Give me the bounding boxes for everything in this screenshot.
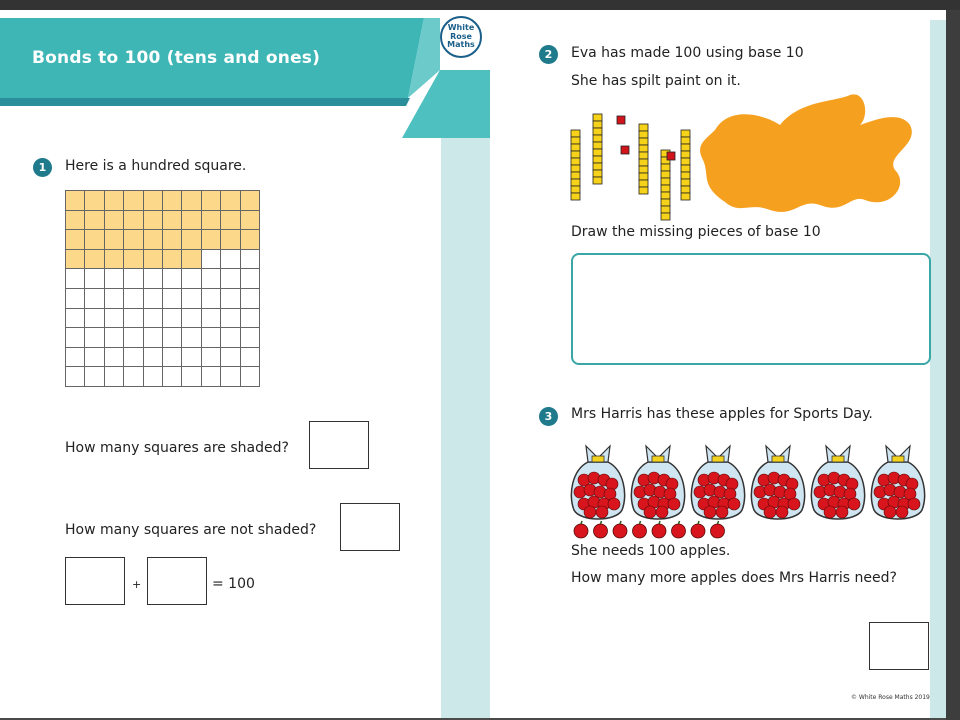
question-2-number: 2 [539, 45, 558, 64]
unit-cube [617, 116, 625, 124]
grid-cell [220, 327, 240, 348]
rod-unit [661, 213, 670, 220]
apple-bag [871, 446, 924, 519]
grid-cell [143, 249, 163, 270]
rod-unit [681, 158, 690, 165]
equation-box-2[interactable] [147, 557, 207, 605]
apple-bag [571, 446, 624, 519]
grid-cell [65, 229, 85, 250]
grid-cell [123, 249, 143, 270]
grid-cell [240, 347, 260, 368]
grid-cell [201, 347, 221, 368]
apple-icon [672, 524, 686, 538]
grid-cell [65, 347, 85, 368]
rod-unit [681, 144, 690, 151]
rod-unit [593, 163, 602, 170]
equation-box-1[interactable] [65, 557, 125, 605]
grid-cell [84, 327, 104, 348]
grid-cell [220, 190, 240, 211]
rod-unit [639, 180, 648, 187]
grid-cell [162, 190, 182, 211]
grid-cell [84, 308, 104, 329]
rod-unit [593, 121, 602, 128]
grid-cell [201, 229, 221, 250]
grid-cell [162, 327, 182, 348]
grid-cell [240, 249, 260, 270]
rod-unit [571, 165, 580, 172]
rod-unit [571, 158, 580, 165]
grid-cell [84, 249, 104, 270]
q2-line1: Eva has made 100 using base 10 [571, 45, 804, 61]
grid-cell [104, 249, 124, 270]
q2-instruction: Draw the missing pieces of base 10 [571, 224, 821, 240]
grid-cell [201, 249, 221, 270]
grid-cell [181, 210, 201, 231]
grid-cell [162, 249, 182, 270]
rod-unit [661, 206, 670, 213]
grid-cell [84, 190, 104, 211]
grid-cell [104, 308, 124, 329]
grid-cell [181, 288, 201, 309]
grid-cell [104, 190, 124, 211]
q3-line3: How many more apples does Mrs Harris need? [571, 570, 897, 586]
grid-cell [240, 366, 260, 387]
rod-unit [571, 179, 580, 186]
grid-cell [162, 210, 182, 231]
grid-cell [240, 308, 260, 329]
copyright: © White Rose Maths 2019 [851, 694, 930, 701]
grid-cell [123, 229, 143, 250]
apples-answer-box[interactable] [869, 622, 929, 670]
q3-line2: She needs 100 apples. [571, 543, 731, 559]
grid-cell [143, 327, 163, 348]
grid-cell [143, 229, 163, 250]
top-bar [0, 0, 960, 10]
q1-prompt: Here is a hundred square. [65, 158, 247, 174]
rod-unit [593, 142, 602, 149]
unit-cube [621, 146, 629, 154]
grid-cell [104, 347, 124, 368]
grid-cell [143, 366, 163, 387]
grid-cell [84, 347, 104, 368]
grid-cell [201, 210, 221, 231]
grid-cell [220, 366, 240, 387]
worksheet-page [0, 10, 946, 718]
grid-cell [220, 210, 240, 231]
grid-cell [123, 308, 143, 329]
rod-unit [639, 131, 648, 138]
apple-bags [568, 440, 928, 522]
grid-cell [181, 366, 201, 387]
grid-cell [162, 347, 182, 368]
grid-cell [123, 347, 143, 368]
rod-unit [593, 170, 602, 177]
grid-cell [162, 288, 182, 309]
grid-cell [181, 190, 201, 211]
rod-unit [639, 124, 648, 131]
rod-unit [681, 130, 690, 137]
rod-unit [639, 187, 648, 194]
grid-cell [84, 210, 104, 231]
rod-unit [639, 166, 648, 173]
grid-cell [181, 268, 201, 289]
rod-unit [681, 193, 690, 200]
rod-unit [571, 172, 580, 179]
grid-cell [84, 366, 104, 387]
equation-result: = 100 [212, 576, 255, 592]
rod-unit [571, 186, 580, 193]
grid-cell [84, 229, 104, 250]
grid-cell [104, 268, 124, 289]
question-1-number: 1 [33, 158, 52, 177]
grid-cell [201, 366, 221, 387]
rod-unit [681, 179, 690, 186]
rod-unit [593, 177, 602, 184]
apple-icon [711, 524, 725, 538]
rod-unit [661, 185, 670, 192]
apple-bag [811, 446, 864, 519]
grid-cell [65, 268, 85, 289]
apple-icon [574, 524, 588, 538]
rod-unit [571, 144, 580, 151]
rod-unit [661, 178, 670, 185]
rod-unit [681, 151, 690, 158]
rod-unit [681, 137, 690, 144]
grid-cell [84, 268, 104, 289]
grid-cell [104, 366, 124, 387]
grid-cell [240, 288, 260, 309]
grid-cell [240, 327, 260, 348]
rod-unit [681, 186, 690, 193]
grid-cell [104, 288, 124, 309]
grid-cell [201, 190, 221, 211]
page-title: Bonds to 100 (tens and ones) [32, 48, 321, 68]
rod-unit [593, 135, 602, 142]
grid-cell [84, 288, 104, 309]
grid-cell [143, 190, 163, 211]
rod-unit [639, 138, 648, 145]
rod-unit [661, 164, 670, 171]
not-shaded-answer-box[interactable] [340, 503, 400, 551]
apple-icon [691, 524, 705, 538]
rod-unit [661, 171, 670, 178]
rod-unit [593, 149, 602, 156]
rod-unit [593, 156, 602, 163]
grid-cell [143, 347, 163, 368]
rod-unit [639, 173, 648, 180]
rod-unit [593, 114, 602, 121]
grid-cell [104, 327, 124, 348]
grid-cell [201, 327, 221, 348]
grid-cell [201, 308, 221, 329]
grid-cell [143, 288, 163, 309]
apple-bag [751, 446, 804, 519]
grid-cell [65, 210, 85, 231]
rod-unit [681, 165, 690, 172]
drawing-area[interactable] [571, 253, 931, 365]
loose-apples [572, 520, 742, 540]
grid-cell [104, 210, 124, 231]
rod-unit [639, 159, 648, 166]
q1-shaded-question: How many squares are shaded? [65, 440, 289, 456]
question-3-number: 3 [539, 407, 558, 426]
ten-rods [571, 114, 690, 220]
grid-cell [123, 210, 143, 231]
grid-cell [220, 347, 240, 368]
grid-cell [162, 308, 182, 329]
grid-cell [123, 288, 143, 309]
grid-cell [65, 288, 85, 309]
grid-cell [162, 268, 182, 289]
grid-cell [65, 308, 85, 329]
rod-unit [571, 137, 580, 144]
grid-cell [240, 229, 260, 250]
window-edge [946, 10, 960, 720]
grid-cell [123, 327, 143, 348]
center-stripe [441, 136, 490, 718]
grid-cell [65, 249, 85, 270]
apple-icon [633, 524, 647, 538]
apple-icon [652, 524, 666, 538]
grid-cell [220, 268, 240, 289]
rod-unit [681, 172, 690, 179]
apple-icon [594, 524, 608, 538]
rod-unit [593, 128, 602, 135]
grid-cell [220, 288, 240, 309]
hundred-square [65, 190, 259, 386]
grid-cell [104, 229, 124, 250]
paint-splat [700, 94, 912, 212]
grid-cell [201, 288, 221, 309]
q2-line2: She has spilt paint on it. [571, 73, 741, 89]
grid-cell [201, 268, 221, 289]
plus-sign: + [132, 578, 142, 591]
grid-cell [123, 366, 143, 387]
grid-cell [162, 366, 182, 387]
apple-bag [691, 446, 744, 519]
shaded-answer-box[interactable] [309, 421, 369, 469]
unit-cube [667, 152, 675, 160]
grid-cell [240, 210, 260, 231]
rod-unit [571, 130, 580, 137]
apple-bag [631, 446, 684, 519]
grid-cell [123, 268, 143, 289]
grid-cell [143, 268, 163, 289]
grid-cell [181, 308, 201, 329]
rod-unit [661, 199, 670, 206]
rod-unit [639, 145, 648, 152]
header-banner [0, 10, 500, 150]
grid-cell [143, 308, 163, 329]
grid-cell [65, 327, 85, 348]
grid-cell [240, 268, 260, 289]
grid-cell [220, 249, 240, 270]
grid-cell [181, 229, 201, 250]
grid-cell [65, 190, 85, 211]
base-ten-illustration [565, 90, 925, 230]
grid-cell [220, 308, 240, 329]
grid-cell [162, 229, 182, 250]
grid-cell [143, 210, 163, 231]
right-stripe [930, 20, 946, 718]
rod-unit [639, 152, 648, 159]
grid-cell [123, 190, 143, 211]
rod-unit [571, 193, 580, 200]
grid-cell [181, 327, 201, 348]
q3-line1: Mrs Harris has these apples for Sports Day. [571, 406, 873, 422]
q1-not-shaded-question: How many squares are not shaded? [65, 522, 317, 538]
grid-cell [181, 347, 201, 368]
grid-cell [240, 190, 260, 211]
rod-unit [571, 151, 580, 158]
grid-cell [65, 366, 85, 387]
white-rose-maths-logo: White Rose Maths [440, 16, 482, 58]
apple-icon [613, 524, 627, 538]
grid-cell [181, 249, 201, 270]
rod-unit [661, 192, 670, 199]
grid-cell [220, 229, 240, 250]
